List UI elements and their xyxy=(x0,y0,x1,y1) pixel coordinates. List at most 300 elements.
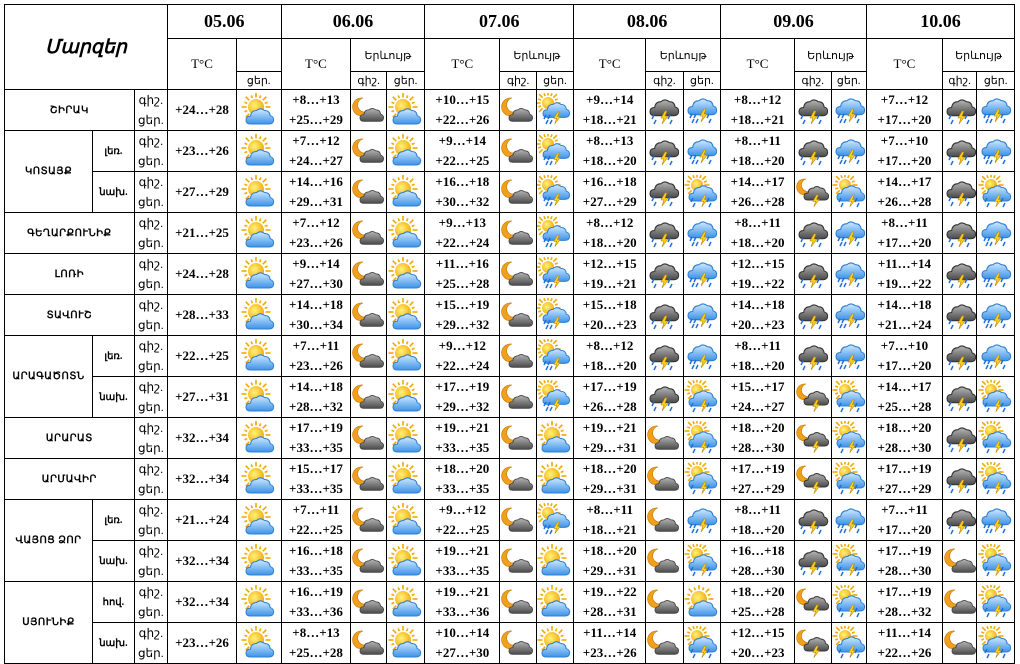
moon-cloud-icon xyxy=(500,295,536,336)
temp-day: +27…+29 xyxy=(168,172,237,213)
sun-rain-icon xyxy=(536,500,573,541)
moon-cloud-icon xyxy=(351,295,386,336)
temp-night: +15…+17 xyxy=(730,379,785,394)
temp-day: +20…+23 xyxy=(582,317,637,332)
temp-night-day xyxy=(866,336,942,377)
subregion-name: լեռ. xyxy=(93,131,135,172)
moon-cloud-icon xyxy=(351,459,386,500)
temp-day: +22…+26 xyxy=(435,112,490,127)
temp-day: +18…+21 xyxy=(582,522,637,537)
temp-night-day xyxy=(574,582,646,623)
temp-day: +26…+28 xyxy=(582,399,637,414)
night-label: գիշ. xyxy=(138,503,164,517)
night-label: գիշ. xyxy=(138,421,164,435)
subregion-name: լեռ. xyxy=(93,500,135,541)
region-name: ԱՐԱԳԱԾՈՏՆ xyxy=(5,336,93,418)
temp-night-day xyxy=(425,500,500,541)
temp-night-day xyxy=(425,131,500,172)
temp-day: +28…+30 xyxy=(877,563,932,578)
moon-cloud-icon xyxy=(500,377,536,418)
moon-storm-icon xyxy=(795,459,831,500)
temp-night-day xyxy=(281,254,351,295)
temp-night: +8…+13 xyxy=(292,625,340,640)
temp-night-day xyxy=(425,213,500,254)
temp-header: T°C xyxy=(574,39,646,90)
temp-night: +19…+21 xyxy=(435,420,490,435)
temp-night-day xyxy=(425,172,500,213)
storm-cloud-icon xyxy=(646,131,683,172)
day-header: ցեր. xyxy=(831,72,866,90)
table-row xyxy=(5,377,1015,418)
moon-cloud-icon xyxy=(351,377,386,418)
subregion-name: հով. xyxy=(93,582,135,623)
night-label: գիշ. xyxy=(138,380,164,394)
temp-day: +21…+25 xyxy=(168,213,237,254)
phenomena-header: Երևույթ xyxy=(942,39,1014,72)
temp-night: +16…+18 xyxy=(435,174,490,189)
table-row xyxy=(5,623,1015,664)
sun-thunder-icon xyxy=(977,418,1015,459)
storm-cloud-icon xyxy=(646,295,683,336)
temp-day: +22…+26 xyxy=(877,645,932,660)
phenomena-header: Երևույթ xyxy=(500,39,574,72)
sun-cloud-icon xyxy=(236,131,281,172)
temp-night-day xyxy=(866,541,942,582)
storm-cloud-icon xyxy=(795,500,831,541)
night-header: գիշ. xyxy=(351,72,386,90)
sun-cloud-icon xyxy=(236,500,281,541)
sun-cloud-icon xyxy=(236,541,281,582)
sun-cloud-icon xyxy=(236,295,281,336)
temp-night: +9…+12 xyxy=(438,502,486,517)
temp-night: +14…+17 xyxy=(877,379,932,394)
moon-cloud-icon xyxy=(500,213,536,254)
temp-night: +16…+18 xyxy=(730,543,785,558)
sun-cloud-icon xyxy=(236,377,281,418)
temp-night: +14…+18 xyxy=(289,297,343,312)
temp-night: +7…+11 xyxy=(292,502,340,517)
sun-cloud-icon xyxy=(386,213,425,254)
temp-night: +15…+18 xyxy=(582,297,637,312)
storm-cloud-icon xyxy=(942,377,976,418)
temp-day: +18…+20 xyxy=(582,153,637,168)
storm-cloud-icon xyxy=(795,254,831,295)
temp-day: +23…+26 xyxy=(582,645,637,660)
moon-cloud-icon xyxy=(351,541,386,582)
thunder-rain-icon xyxy=(683,500,720,541)
sun-thunder-icon xyxy=(831,459,866,500)
temp-day: +32…+34 xyxy=(168,418,237,459)
temp-night: +7…+11 xyxy=(292,338,340,353)
temp-night-day xyxy=(425,582,500,623)
temp-night: +14…+18 xyxy=(289,379,343,394)
moon-cloud-icon xyxy=(500,90,536,131)
temp-night-day xyxy=(866,418,942,459)
moon-storm-icon xyxy=(795,623,831,664)
thunder-rain-icon xyxy=(683,131,720,172)
moon-cloud-icon xyxy=(500,459,536,500)
table-row xyxy=(5,213,1015,254)
table-row xyxy=(5,131,1015,172)
storm-cloud-icon xyxy=(942,172,976,213)
sun-cloud-icon xyxy=(236,213,281,254)
temp-day: +23…+26 xyxy=(289,358,343,373)
moon-storm-icon xyxy=(795,582,831,623)
temp-night-day xyxy=(281,459,351,500)
temp-night: +10…+14 xyxy=(435,625,490,640)
temp-day: +24…+27 xyxy=(730,399,785,414)
moon-cloud-icon xyxy=(942,541,976,582)
temp-night-day xyxy=(281,500,351,541)
moon-cloud-icon xyxy=(351,582,386,623)
temp-night-day xyxy=(281,213,351,254)
temp-night: +9…+14 xyxy=(586,92,634,107)
temp-day: +23…+26 xyxy=(168,623,237,664)
temp-day: +19…+21 xyxy=(582,276,637,291)
temp-night: +18…+20 xyxy=(582,461,637,476)
subregion-name: նախ. xyxy=(93,172,135,213)
temp-night-day xyxy=(425,295,500,336)
night-day-labels xyxy=(134,295,167,336)
temp-day: +25…+28 xyxy=(730,604,785,619)
temp-night: +14…+17 xyxy=(877,174,932,189)
sun-cloud-icon xyxy=(386,90,425,131)
temp-night: +8…+12 xyxy=(733,92,782,107)
temp-day: +27…+30 xyxy=(289,276,343,291)
forecast-table xyxy=(4,4,1015,664)
temp-day: +27…+30 xyxy=(435,645,490,660)
temp-day: +17…+20 xyxy=(877,153,932,168)
phenomena-header: Երևույթ xyxy=(795,39,867,72)
region-name: ՇԻՐԱԿ xyxy=(5,90,135,131)
temp-day: +18…+21 xyxy=(582,112,637,127)
region-name: ԼՈՌԻ xyxy=(5,254,135,295)
temp-night: +16…+18 xyxy=(289,543,343,558)
storm-cloud-icon xyxy=(646,172,683,213)
thunder-rain-icon xyxy=(831,336,866,377)
temp-night: +14…+18 xyxy=(730,297,785,312)
storm-cloud-icon xyxy=(795,295,831,336)
day-label: ցեր. xyxy=(137,236,164,250)
table-row xyxy=(5,459,1015,500)
thunder-rain-icon xyxy=(977,131,1015,172)
night-header: գիշ. xyxy=(500,72,536,90)
temp-night-day xyxy=(721,336,795,377)
sun-cloud-icon xyxy=(386,254,425,295)
sun-cloud-icon xyxy=(386,131,425,172)
sun-thunder-icon xyxy=(683,541,720,582)
thunder-rain-icon xyxy=(831,131,866,172)
day-label: ցեր. xyxy=(137,441,164,455)
temp-night-day xyxy=(721,131,795,172)
temp-day: +19…+22 xyxy=(877,276,932,291)
sun-cloud-icon xyxy=(236,336,281,377)
temp-night: +11…+16 xyxy=(435,256,489,271)
temp-night: +18…+20 xyxy=(730,584,785,599)
night-label: գիշ. xyxy=(138,626,164,640)
temp-night: +8…+11 xyxy=(734,215,781,230)
storm-cloud-icon xyxy=(646,213,683,254)
temp-night: +17…+19 xyxy=(435,379,490,394)
temp-night-day xyxy=(574,418,646,459)
temp-night-day xyxy=(721,541,795,582)
moon-storm-icon xyxy=(795,377,831,418)
temp-night: +12…+15 xyxy=(582,256,637,271)
temp-night-day xyxy=(866,623,942,664)
sun-cloud-icon xyxy=(386,377,425,418)
temp-day: +24…+28 xyxy=(168,90,237,131)
sun-thunder-icon xyxy=(831,582,866,623)
temp-day: +33…+35 xyxy=(435,481,490,496)
sun-thunder-icon xyxy=(683,623,720,664)
storm-cloud-icon xyxy=(942,213,976,254)
temp-night-day xyxy=(574,500,646,541)
temp-header: T°C xyxy=(866,39,942,90)
night-label: գիշ. xyxy=(138,462,164,476)
sun-thunder-icon xyxy=(831,172,866,213)
day-label: ցեր. xyxy=(137,605,164,619)
temp-night: +14…+17 xyxy=(730,174,785,189)
temp-night-day xyxy=(574,336,646,377)
night-label: գիշ. xyxy=(138,585,164,599)
temp-night-day xyxy=(281,541,351,582)
day-label: ցեր. xyxy=(137,113,164,127)
night-day-labels xyxy=(134,541,167,582)
night-day-labels xyxy=(134,623,167,664)
temp-night-day xyxy=(425,459,500,500)
night-day-labels xyxy=(134,336,167,377)
moon-cloud-icon xyxy=(351,172,386,213)
thunder-rain-icon xyxy=(977,90,1015,131)
temp-day: +22…+25 xyxy=(435,522,490,537)
temp-day: +30…+32 xyxy=(435,194,490,209)
night-label: գիշ. xyxy=(138,339,164,353)
night-day-labels xyxy=(134,172,167,213)
temp-day: +17…+20 xyxy=(877,522,932,537)
temp-night: +16…+19 xyxy=(289,584,343,599)
temp-night: +11…+14 xyxy=(583,625,637,640)
temp-day: +33…+35 xyxy=(435,440,490,455)
sun-thunder-icon xyxy=(977,172,1015,213)
temp-day: +18…+20 xyxy=(730,235,785,250)
thunder-rain-icon xyxy=(683,90,720,131)
day-header: ցեր. xyxy=(236,72,281,90)
sun-rain-icon xyxy=(536,254,573,295)
temp-day: +26…+28 xyxy=(730,194,785,209)
temp-day: +28…+32 xyxy=(877,604,932,619)
temp-day: +22…+25 xyxy=(435,153,490,168)
temp-night: +9…+12 xyxy=(438,338,486,353)
temp-night: +11…+14 xyxy=(877,625,931,640)
storm-cloud-icon xyxy=(942,90,976,131)
temp-night-day xyxy=(574,254,646,295)
moon-cloud-icon xyxy=(351,90,386,131)
temp-day: +29…+31 xyxy=(582,563,637,578)
table-row xyxy=(5,336,1015,377)
temp-night: +9…+13 xyxy=(438,215,486,230)
sun-cloud-icon xyxy=(386,500,425,541)
sun-rain-icon xyxy=(536,172,573,213)
temp-day: +28…+30 xyxy=(877,440,932,455)
temp-header: T°C xyxy=(721,39,795,90)
table-row xyxy=(5,418,1015,459)
table-row xyxy=(5,582,1015,623)
day-label: ցեր. xyxy=(137,154,164,168)
storm-cloud-icon xyxy=(942,500,976,541)
date-header: 05.06 xyxy=(168,5,281,39)
temp-day: +20…+23 xyxy=(730,317,785,332)
temp-night-day xyxy=(866,295,942,336)
day-label: ցեր. xyxy=(137,646,164,660)
temp-day: +32…+34 xyxy=(168,459,237,500)
sun-rain-icon xyxy=(536,213,573,254)
temp-night-day xyxy=(425,336,500,377)
temp-night: +8…+13 xyxy=(292,92,340,107)
temp-night-day xyxy=(721,90,795,131)
temp-day: +25…+28 xyxy=(877,399,932,414)
sun-cloud-icon xyxy=(536,582,573,623)
storm-cloud-icon xyxy=(942,295,976,336)
region-name: ՍՅՈՒՆԻՔ xyxy=(5,582,93,664)
temp-day: +18…+20 xyxy=(730,522,785,537)
sun-rain-icon xyxy=(536,295,573,336)
temp-night-day xyxy=(866,377,942,418)
storm-cloud-icon xyxy=(795,131,831,172)
sun-thunder-icon xyxy=(683,377,720,418)
night-label: գիշ. xyxy=(138,298,164,312)
sun-thunder-icon xyxy=(977,623,1015,664)
storm-cloud-icon xyxy=(646,377,683,418)
date-header: 09.06 xyxy=(721,5,867,39)
day-header: ցեր. xyxy=(536,72,573,90)
moon-cloud-icon xyxy=(500,131,536,172)
temp-day: +33…+35 xyxy=(435,563,490,578)
night-label: գիշ. xyxy=(138,216,164,230)
sun-thunder-icon xyxy=(831,418,866,459)
day-label: ցեր. xyxy=(137,359,164,373)
temp-night-day xyxy=(281,90,351,131)
temp-night: +12…+15 xyxy=(730,625,785,640)
day-header: ցեր. xyxy=(386,72,425,90)
temp-night-day xyxy=(574,623,646,664)
storm-cloud-icon xyxy=(942,131,976,172)
temp-night-day xyxy=(425,541,500,582)
night-label: գիշ. xyxy=(138,175,164,189)
temp-night: +8…+13 xyxy=(586,133,634,148)
temp-day: +28…+33 xyxy=(168,295,237,336)
region-name: ԱՐՄԱՎԻՐ xyxy=(5,459,135,500)
temp-day: +17…+20 xyxy=(877,112,932,127)
temp-day: +25…+28 xyxy=(289,645,343,660)
temp-day: +29…+32 xyxy=(435,399,490,414)
temp-night-day xyxy=(425,623,500,664)
thunder-rain-icon xyxy=(831,90,866,131)
temp-night: +7…+12 xyxy=(292,215,340,230)
sun-thunder-icon xyxy=(977,377,1015,418)
moon-cloud-icon xyxy=(646,541,683,582)
temp-day: +27…+31 xyxy=(168,377,237,418)
temp-night-day xyxy=(866,459,942,500)
temp-night: +17…+19 xyxy=(877,461,932,476)
temp-night-day xyxy=(281,336,351,377)
temp-day: +33…+35 xyxy=(289,440,343,455)
sun-cloud-icon xyxy=(386,541,425,582)
storm-cloud-icon xyxy=(646,336,683,377)
temp-day: +18…+20 xyxy=(582,235,637,250)
temp-night-day xyxy=(574,459,646,500)
moon-cloud-icon xyxy=(351,418,386,459)
temp-night-day xyxy=(866,254,942,295)
night-day-labels xyxy=(134,459,167,500)
region-name: ԳԵՂԱՐՔՈՒՆԻՔ xyxy=(5,213,135,254)
temp-night: +18…+20 xyxy=(435,461,490,476)
day-label: ցեր. xyxy=(137,277,164,291)
sun-rain-icon xyxy=(536,131,573,172)
sun-thunder-icon xyxy=(831,377,866,418)
temp-night-day xyxy=(281,172,351,213)
temp-night-day xyxy=(281,418,351,459)
temp-night-day xyxy=(866,500,942,541)
temp-day: +27…+29 xyxy=(582,194,637,209)
region-name: ԱՐԱՐԱՏ xyxy=(5,418,135,459)
date-header: 07.06 xyxy=(425,5,574,39)
sun-thunder-icon xyxy=(977,459,1015,500)
temp-night-day xyxy=(574,213,646,254)
thunder-rain-icon xyxy=(831,500,866,541)
day-label: ցեր. xyxy=(137,482,164,496)
temp-night-day xyxy=(721,295,795,336)
temp-day: +28…+30 xyxy=(730,440,785,455)
temp-night: +7…+11 xyxy=(881,502,928,517)
sun-cloud-icon xyxy=(236,459,281,500)
temp-night-day xyxy=(574,90,646,131)
temp-night-day xyxy=(281,582,351,623)
temp-night-day xyxy=(281,623,351,664)
moon-cloud-icon xyxy=(646,459,683,500)
day-label: ցեր. xyxy=(137,564,164,578)
temp-night-day xyxy=(866,131,942,172)
storm-cloud-icon xyxy=(795,336,831,377)
night-day-labels xyxy=(134,377,167,418)
temp-day: +25…+29 xyxy=(289,112,343,127)
regions-header: Մարզեր xyxy=(5,5,168,90)
temp-night: +8…+12 xyxy=(586,338,634,353)
temp-day: +18…+20 xyxy=(730,358,785,373)
thunder-rain-icon xyxy=(683,295,720,336)
temp-night: +18…+20 xyxy=(582,543,637,558)
temp-day: +28…+30 xyxy=(730,563,785,578)
night-day-labels xyxy=(134,90,167,131)
storm-cloud-icon xyxy=(646,254,683,295)
thunder-rain-icon xyxy=(683,213,720,254)
temp-night: +9…+14 xyxy=(292,256,340,271)
sun-thunder-icon xyxy=(683,418,720,459)
night-day-labels xyxy=(134,418,167,459)
temp-day: +22…+25 xyxy=(168,336,237,377)
temp-night: +12…+15 xyxy=(730,256,785,271)
moon-storm-icon xyxy=(795,418,831,459)
sun-rain-icon xyxy=(536,90,573,131)
storm-cloud-icon xyxy=(795,213,831,254)
temp-night-day xyxy=(866,582,942,623)
moon-cloud-icon xyxy=(351,623,386,664)
sun-cloud-icon xyxy=(536,541,573,582)
temp-night-day xyxy=(574,131,646,172)
temp-day: +27…+29 xyxy=(730,481,785,496)
sun-thunder-icon xyxy=(683,172,720,213)
sun-cloud-icon xyxy=(386,418,425,459)
temp-day: +23…+26 xyxy=(168,131,237,172)
